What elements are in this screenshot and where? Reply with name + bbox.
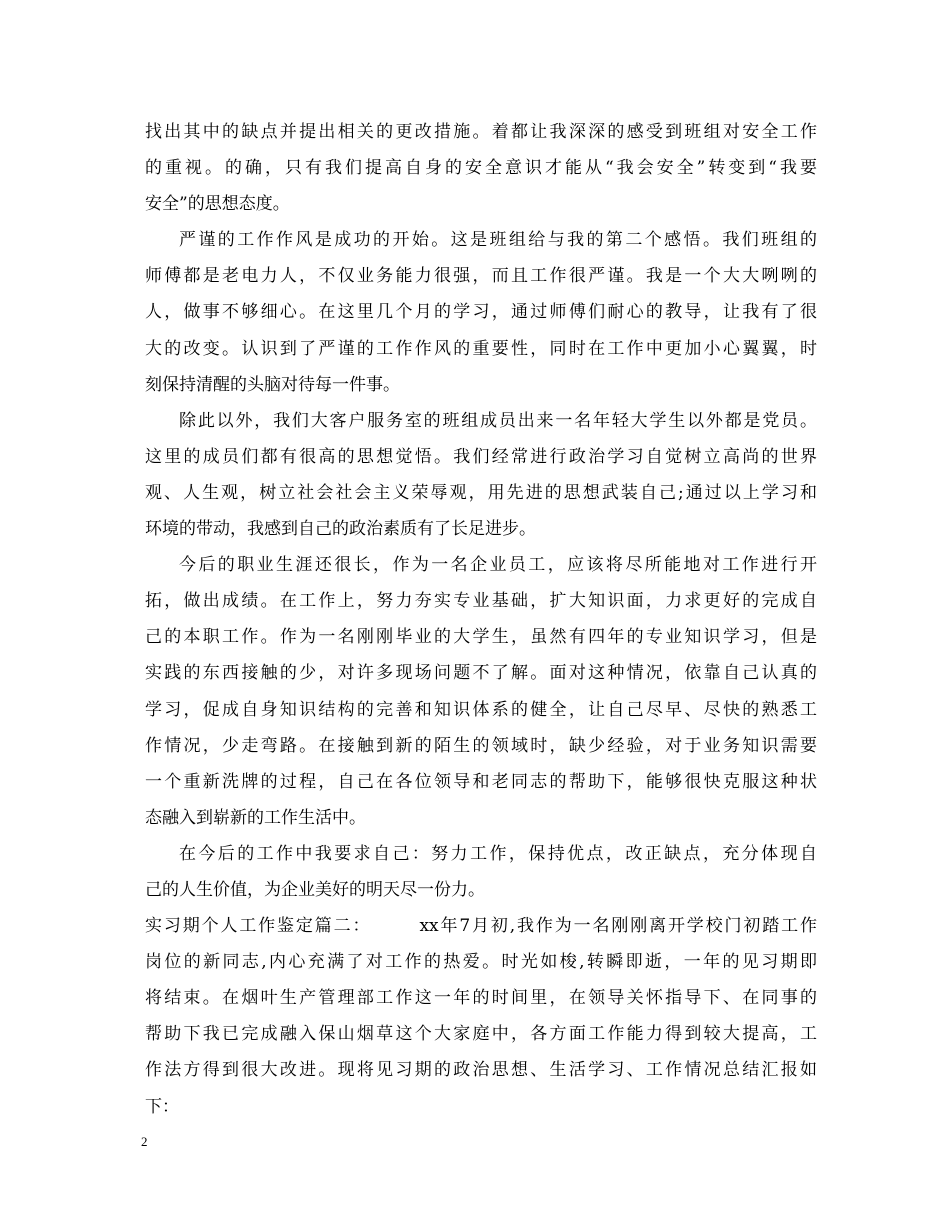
text-line: 实践的东西接触的少，对许多现场问题不了解。面对这种情况，依靠自己认真的 bbox=[145, 663, 817, 684]
text-line: 在今后的工作中我要求自己：努力工作，保持优点，改正缺点，充分体现自 bbox=[179, 843, 817, 864]
text-line: 将结束。在烟叶生产管理部工作这一年的时间里，在领导关怀指导下、在同事的 bbox=[145, 988, 817, 1009]
text-line: 师傅都是老电力人，不仅业务能力很强，而且工作很严谨。我是一个大大咧咧的 bbox=[145, 266, 817, 287]
body-text bbox=[145, 114, 817, 1125]
text-line: 态融入到崭新的工作生活中。 bbox=[145, 807, 366, 828]
text-line: 一个重新洗牌的过程，自己在各位领导和老同志的帮助下，能够很快克服这种状 bbox=[145, 771, 817, 792]
text-line: 己的人生价值，为企业美好的明天尽一份力。 bbox=[145, 879, 485, 900]
text-line: 作法方得到很大改进。现将见习期的政治思想、生活学习、工作情况总结汇报如 bbox=[145, 1060, 817, 1081]
text-line: 除此以外，我们大客户服务室的班组成员出来一名年轻大学生以外都是党员。 bbox=[179, 410, 817, 431]
text-line: 环境的带动，我感到自己的政治素质有了长足进步。 bbox=[145, 519, 536, 540]
text-line: 这里的成员们都有很高的思想觉悟。我们经常进行政治学习自觉树立高尚的世界 bbox=[145, 446, 817, 467]
page-number: 2 bbox=[141, 1134, 148, 1149]
text-line: 的重视。的确，只有我们提高自身的安全意识才能从“我会安全”转变到“我要 bbox=[145, 158, 817, 179]
text-line: 作情况，少走弯路。在接触到新的陌生的领域时，缺少经验，对于业务知识需要 bbox=[145, 735, 817, 756]
text-line: 刻保持清醒的头脑对待每一件事。 bbox=[145, 374, 400, 395]
text-line: 人，做事不够细心。在这里几个月的学习，通过师傅们耐心的教导，让我有了很 bbox=[145, 302, 817, 323]
text-line: 己的本职工作。作为一名刚刚毕业的大学生，虽然有四年的专业知识学习，但是 bbox=[145, 627, 817, 648]
text-line: 实习期个人工作鉴定篇二： xx年7月初,我作为一名刚刚离开学校门初踏工作 bbox=[145, 916, 817, 937]
text-line: 下： bbox=[145, 1096, 179, 1117]
text-line: 观、人生观，树立社会社会主义荣辱观，用先进的思想武装自己;通过以上学习和 bbox=[145, 482, 817, 503]
text-line: 找出其中的缺点并提出相关的更改措施。着都让我深深的感受到班组对安全工作 bbox=[145, 122, 817, 142]
text-line: 岗位的新同志,内心充满了对工作的热爱。时光如梭,转瞬即逝，一年的见习期即 bbox=[145, 952, 817, 973]
text-line: 严谨的工作作风是成功的开始。这是班组给与我的第二个感悟。我们班组的 bbox=[179, 230, 817, 251]
text-line: 安全”的思想态度。 bbox=[145, 194, 290, 215]
text-line: 今后的职业生涯还很长，作为一名企业员工，应该将尽所能地对工作进行开 bbox=[179, 555, 817, 576]
text-line: 学习，促成自身知识结构的完善和知识体系的健全，让自己尽早、尽快的熟悉工 bbox=[145, 699, 817, 720]
text-line: 大的改变。认识到了严谨的工作作风的重要性，同时在工作中更加小心翼翼，时 bbox=[145, 338, 817, 359]
text-line: 帮助下我已完成融入保山烟草这个大家庭中，各方面工作能力得到较大提高，工 bbox=[145, 1024, 817, 1045]
text-line: 拓，做出成绩。在工作上，努力夯实专业基础，扩大知识面，力求更好的完成自 bbox=[145, 591, 817, 612]
